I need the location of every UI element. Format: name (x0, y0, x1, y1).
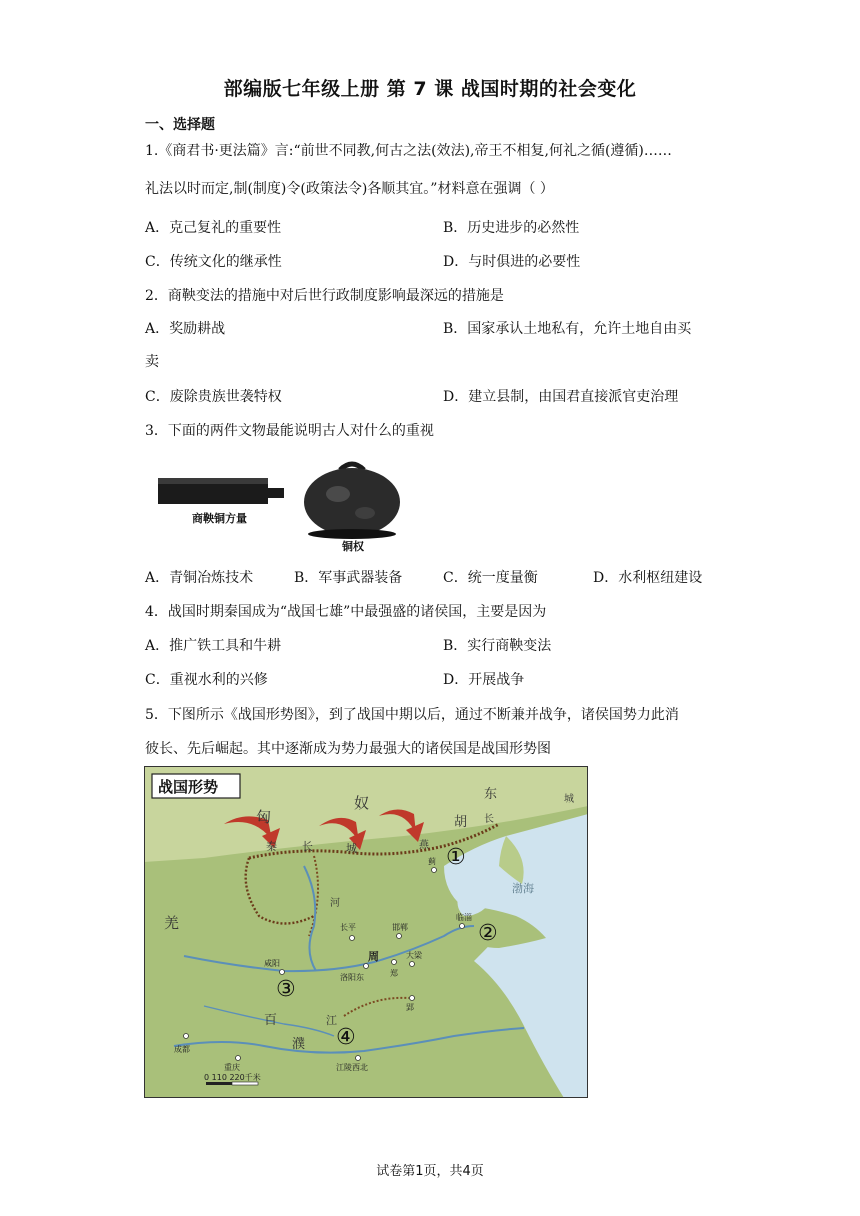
map-title: 战国形势 (158, 778, 219, 796)
shang-yang-bronze-measure-image (158, 478, 284, 525)
q1-stem-line2: 礼法以时而定,制(制度)令(政策法令)各顺其宜。”材料意在强调（ ） (145, 181, 554, 197)
q2-stem: 2．商鞅变法的措施中对后世行政制度影响最深远的措施是 (145, 288, 504, 304)
label-qiang: 羌 (164, 914, 180, 932)
q1-option-d[interactable]: D．与时俱进的必要性 (443, 254, 581, 270)
label-wall-1: 秦 (266, 840, 277, 853)
q4-option-d[interactable]: D．开展战争 (443, 672, 525, 688)
measure-label: 商鞅铜方量 (192, 512, 247, 525)
label-changcheng-east: 长 (484, 814, 494, 825)
q3-option-d[interactable]: D．水利枢纽建设 (593, 570, 703, 586)
page-title: 部编版七年级上册 第 7 课 战国时期的社会变化 (223, 78, 637, 100)
map-scale-bar (204, 1072, 261, 1085)
q5-stem-line2: 彼长、先后崛起。其中逐渐成为势力最强大的诸侯国是战国形势图 (145, 741, 551, 757)
label-donghu-1: 东 (484, 787, 498, 802)
q2-option-b[interactable]: B．国家承认土地私有，允许土地自由买 (443, 321, 692, 337)
q2-option-c[interactable]: C．废除贵族世袭特权 (145, 389, 282, 405)
map-marker-2: ② (478, 921, 498, 946)
city-ji: 蓟 (428, 857, 436, 866)
label-xiongnu-1: 匈 (256, 808, 272, 826)
city-xianyang: 咸阳 (264, 959, 280, 968)
q1-option-a[interactable]: A．克己复礼的重要性 (145, 220, 282, 236)
q1-option-c[interactable]: C．传统文化的继承性 (145, 254, 282, 270)
label-sea: 渤海 (512, 882, 534, 895)
city-chongqing: 重庆 (224, 1063, 240, 1072)
city-zheng: 郑 (390, 969, 398, 978)
q2-option-a[interactable]: A．奖励耕战 (145, 321, 226, 337)
q4-option-a[interactable]: A．推广铁工具和牛耕 (145, 638, 282, 654)
map-scale-label: 0 110 220千米 (204, 1073, 261, 1082)
label-donghu-2: 胡 (454, 815, 468, 830)
label-bopu-2: 濮 (292, 1037, 306, 1052)
weight-label: 铜权 (342, 540, 364, 553)
label-river-jiang: 江 (326, 1014, 337, 1027)
city-jiangling: 江陵西北 (336, 1063, 368, 1072)
q1-stem-line1: 1.《商君书·更法篇》言:“前世不同教,何古之法(效法),帝王不相复,何礼之循(遵循)…… (145, 143, 672, 159)
map-marker-4: ④ (336, 1025, 356, 1050)
city-ying: 郢 (406, 1003, 414, 1012)
page-footer: 试卷第1页，共4页 (376, 1164, 484, 1179)
q2-option-d[interactable]: D．建立县制，由国君直接派官吏治理 (443, 389, 679, 405)
q4-option-b[interactable]: B．实行商鞅变法 (443, 638, 552, 654)
city-handan: 邯郸 (392, 923, 408, 932)
q5-stem-line1: 5．下图所示《战国形势图》，到了战国中期以后，通过不断兼并战争，诸侯国势力此消 (145, 707, 679, 723)
section-heading: 一、选择题 (145, 117, 215, 133)
city-changping: 长平 (340, 923, 356, 932)
q3-stem: 3．下面的两件文物最能说明古人对什么的重视 (145, 423, 434, 439)
label-bopu-1: 百 (264, 1013, 278, 1028)
city-zhou: 周 (368, 950, 379, 963)
q3-option-a[interactable]: A．青铜冶炼技术 (145, 570, 254, 586)
q4-stem: 4．战国时期秦国成为“战国七雄”中最强盛的诸侯国，主要是因为 (145, 604, 547, 620)
label-yan: 燕 (419, 840, 429, 851)
label-wall-2: 长 (302, 840, 313, 853)
map-marker-3: ③ (276, 977, 296, 1002)
label-river-he: 河 (330, 898, 340, 909)
city-daliang: 大梁 (406, 951, 422, 960)
q3-artifact-image (150, 458, 420, 558)
label-xiongnu-2: 奴 (354, 794, 370, 812)
bronze-weight-image (304, 464, 400, 553)
q3-option-c[interactable]: C．统一度量衡 (443, 570, 538, 586)
q2-option-b-continued: 卖 (145, 354, 159, 370)
warring-states-map (144, 766, 588, 1098)
q3-option-b[interactable]: B．军事武器装备 (294, 570, 403, 586)
city-chengdu: 成都 (174, 1045, 190, 1054)
city-linzi: 临淄 (456, 913, 472, 922)
q4-option-c[interactable]: C．重视水利的兴修 (145, 672, 268, 688)
label-wall-3: 城 (346, 842, 357, 855)
city-luoyang: 洛阳东 (340, 973, 364, 982)
label-cheng-east: 城 (564, 794, 574, 805)
map-marker-1: ① (446, 845, 466, 870)
q1-option-b[interactable]: B．历史进步的必然性 (443, 220, 580, 236)
